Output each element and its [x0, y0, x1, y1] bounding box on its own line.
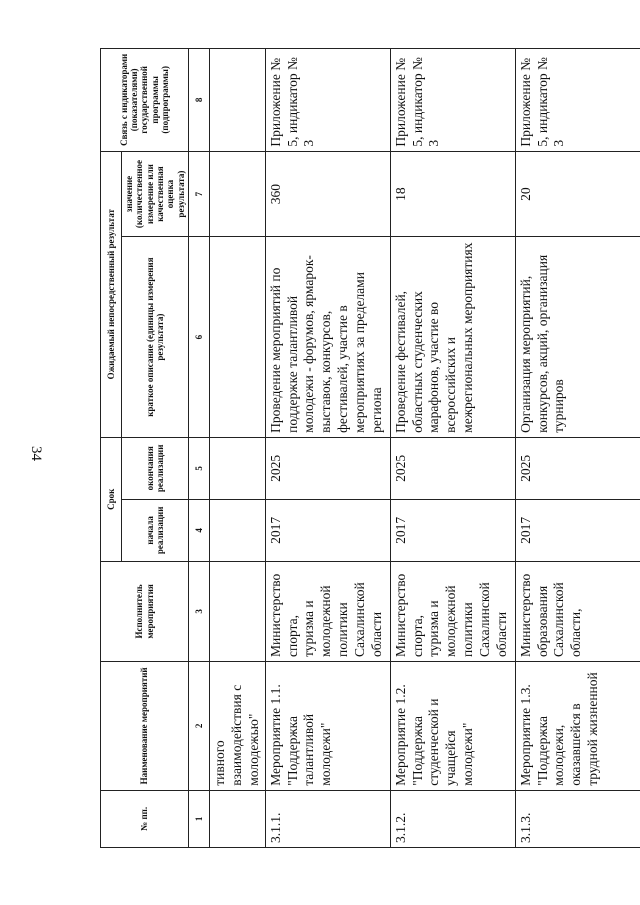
- col-number: 4: [189, 499, 210, 561]
- column-number-row: [189, 49, 210, 848]
- row-num: 3.1.2.: [390, 790, 515, 847]
- row-num: 3.1.3.: [515, 790, 640, 847]
- header-result: Ожидаемый непосредственный результат: [101, 151, 122, 437]
- col-number: 2: [189, 661, 210, 790]
- row-end: 2025: [515, 437, 640, 499]
- empty-cell: [210, 151, 266, 237]
- row-desc: Проведение фестивалей, областных студенческих марафонов, участие во всероссийских и межрегиональных мероприятиях: [390, 237, 515, 437]
- row-num: 3.1.1.: [265, 790, 390, 847]
- rotated-table-container: [100, 48, 640, 848]
- row-value: 18: [390, 151, 515, 237]
- header-num: № пп.: [101, 790, 189, 847]
- empty-cell: [210, 561, 266, 661]
- header-term-start: начала реализации: [122, 499, 189, 561]
- row-name: Мероприятие 1.1. "Поддержка талантливой молодежи": [265, 661, 390, 790]
- page-number: 34: [28, 446, 44, 461]
- row-desc: Организация мероприятий, конкурсов, акций, организация турниров: [515, 237, 640, 437]
- table-row: [390, 49, 515, 848]
- header-term: Срок: [101, 437, 122, 561]
- header-result-value: значение (количественное измерение или качественная оценка результата): [122, 151, 189, 237]
- row-start: 2017: [390, 499, 515, 561]
- row-link: Приложение № 5, индикатор № 3: [515, 49, 640, 152]
- col-number: 3: [189, 561, 210, 661]
- col-number: 6: [189, 237, 210, 437]
- col-number: 5: [189, 437, 210, 499]
- header-result-desc: краткое описание (единицы измерения результата): [122, 237, 189, 437]
- continuation-text: тивного взаимодействия с молодежью": [210, 661, 266, 790]
- table-row: [265, 49, 390, 848]
- header-executor: Исполнитель мероприятия: [101, 561, 189, 661]
- row-desc: Проведение мероприятий по поддержке талантливой молодежи - форумов, ярмарок-выставок, конкурсов, фестивалей, участие в мероприятиях за пределами региона: [265, 237, 390, 437]
- row-executor: Министерство спорта, туризма и молодежной политики Сахалинской области: [265, 561, 390, 661]
- row-link: Приложение № 5, индикатор № 3: [265, 49, 390, 152]
- col-number: 7: [189, 151, 210, 237]
- row-name: Мероприятие 1.3. "Поддержка молодежи, оказавшейся в трудной жизненной: [515, 661, 640, 790]
- row-value: 20: [515, 151, 640, 237]
- row-start: 2017: [515, 499, 640, 561]
- table-row: [515, 49, 640, 848]
- empty-cell: [210, 437, 266, 499]
- header-link: Связь с индикаторами (показателями) государственной программы (подпрограммы): [101, 49, 189, 152]
- empty-cell: [210, 49, 266, 152]
- empty-cell: [210, 237, 266, 437]
- row-name: Мероприятие 1.2. "Поддержка студенческой и учащейся молодежи": [390, 661, 515, 790]
- row-value: 360: [265, 151, 390, 237]
- program-table: [100, 48, 640, 848]
- col-number: 1: [189, 790, 210, 847]
- row-start: 2017: [265, 499, 390, 561]
- row-link: Приложение № 5, индикатор № 3: [390, 49, 515, 152]
- row-end: 2025: [265, 437, 390, 499]
- row-executor: Министерство образования Сахалинской области,: [515, 561, 640, 661]
- header-name: Наименование мероприятий: [101, 661, 189, 790]
- header-term-end: окончания реализации: [122, 437, 189, 499]
- continuation-row: [210, 49, 266, 848]
- col-number: 8: [189, 49, 210, 152]
- row-end: 2025: [390, 437, 515, 499]
- header-row: [101, 49, 122, 848]
- row-executor: Министерство спорта, туризма и молодежной политики Сахалинской области: [390, 561, 515, 661]
- empty-cell: [210, 499, 266, 561]
- empty-cell: [210, 790, 266, 847]
